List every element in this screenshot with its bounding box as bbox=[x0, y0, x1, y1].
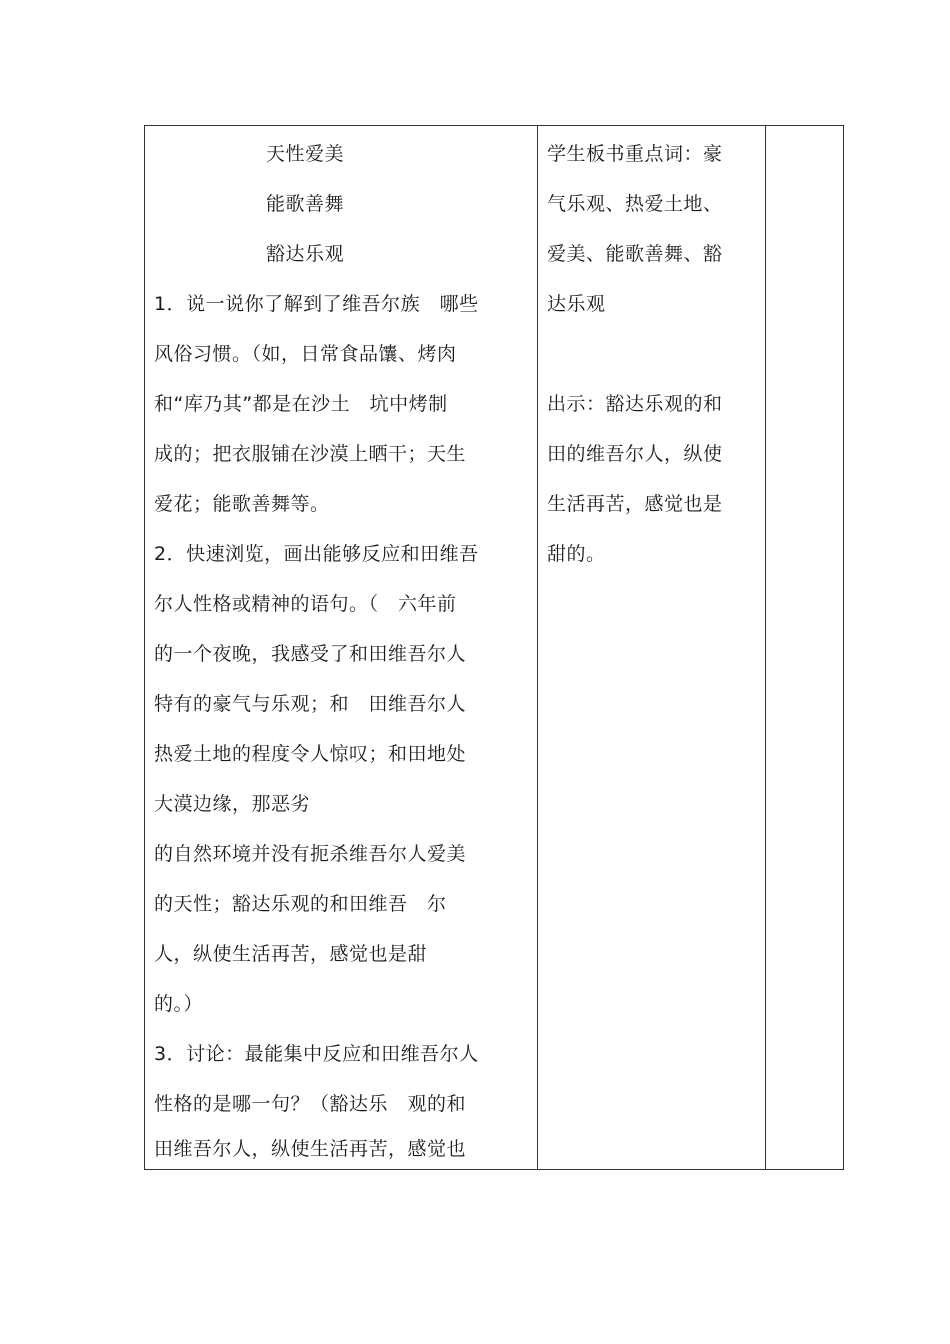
keyword-line: 能歌善舞 bbox=[266, 193, 345, 215]
text-line: 的一个夜晚，我感受了和田维吾尔人 bbox=[154, 643, 467, 665]
lesson-plan-table bbox=[144, 125, 844, 1170]
notes-line: 学生板书重点词：豪 bbox=[547, 143, 723, 165]
notes-line: 出示：豁达乐观的和 bbox=[547, 393, 723, 415]
text-line: 3．讨论：最能集中反应和田维吾尔人 bbox=[154, 1043, 479, 1065]
empty-column bbox=[766, 126, 844, 1169]
notes-line: 生活再苦，感觉也是 bbox=[547, 493, 723, 515]
text-line: 的天性；豁达乐观的和田维吾 尔 bbox=[154, 893, 447, 915]
text-line: 性格的是哪一句？（豁达乐 观的和 bbox=[154, 1093, 467, 1115]
keyword-line: 天性爱美 bbox=[266, 143, 345, 165]
text-line: 风俗习惯。（如，日常食品馕、烤肉 bbox=[154, 343, 457, 365]
text-line: 尔人性格或精神的语句。（ 六年前 bbox=[154, 593, 457, 615]
column-divider-1 bbox=[537, 126, 538, 1169]
text-line: 爱花；能歌善舞等。 bbox=[154, 493, 330, 515]
text-line: 的自然环境并没有扼杀维吾尔人爱美 bbox=[154, 843, 467, 865]
notes-line: 气乐观、热爱土地、 bbox=[547, 193, 723, 215]
text-line: 成的；把衣服铺在沙漠上晒干；天生 bbox=[154, 443, 467, 465]
text-line: 特有的豪气与乐观；和 田维吾尔人 bbox=[154, 693, 467, 715]
notes-line: 甜的。 bbox=[547, 543, 606, 565]
notes-line: 达乐观 bbox=[547, 293, 606, 315]
text-line: 热爱土地的程度令人惊叹；和田地处 bbox=[154, 743, 467, 765]
text-line: 的。） bbox=[154, 993, 204, 1015]
text-line: 1．说一说你了解到了维吾尔族 哪些 bbox=[154, 293, 479, 315]
text-line: 人，纵使生活再苦，感觉也是甜 bbox=[154, 943, 428, 965]
text-line: 和“库乃其”都是在沙土 坑中烤制 bbox=[154, 393, 448, 415]
text-line: 田维吾尔人，纵使生活再苦，感觉也 bbox=[154, 1138, 467, 1160]
text-line: 2．快速浏览，画出能够反应和田维吾 bbox=[154, 543, 479, 565]
keyword-line: 豁达乐观 bbox=[266, 243, 345, 265]
notes-line: 爱美、能歌善舞、豁 bbox=[547, 243, 723, 265]
notes-line: 田的维吾尔人，纵使 bbox=[547, 443, 723, 465]
text-line: 大漠边缘，那恶劣 bbox=[154, 793, 311, 815]
